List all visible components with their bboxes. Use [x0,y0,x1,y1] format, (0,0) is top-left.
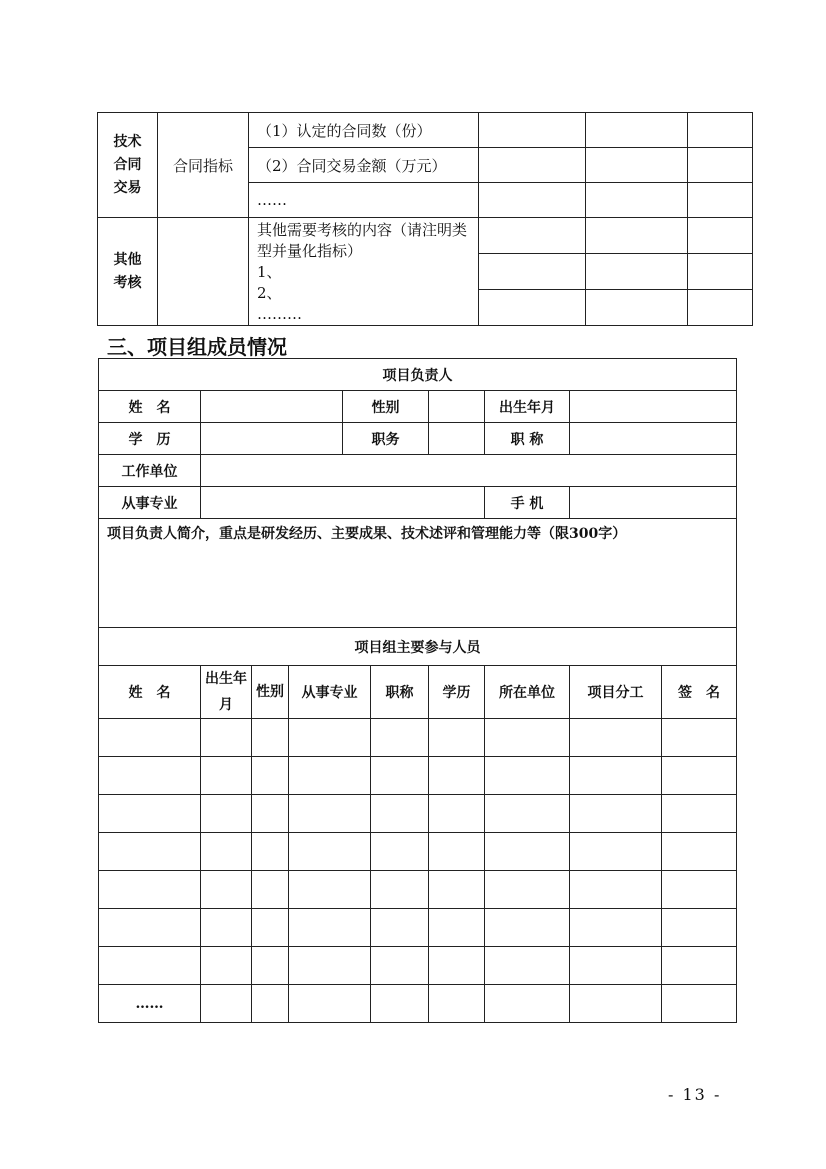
member-cell[interactable] [99,719,201,757]
member-cell[interactable] [662,795,737,833]
member-row [99,909,737,947]
col-major: 从事专业 [289,666,371,719]
project-team-table [98,358,737,1023]
member-row [99,795,737,833]
member-cell[interactable] [485,947,570,985]
member-cell[interactable] [99,795,201,833]
member-cell[interactable] [289,985,371,1023]
member-cell[interactable] [201,757,252,795]
name-input[interactable] [201,391,343,423]
member-cell[interactable] [570,985,662,1023]
member-cell[interactable] [570,795,662,833]
member-cell[interactable] [429,833,485,871]
input-cell[interactable] [479,290,586,326]
other-note: 其他需要考核的内容（请注明类型并量化指标） [257,221,468,260]
members-header: 项目组主要参与人员 [99,628,737,666]
member-cell[interactable] [201,909,252,947]
member-cell[interactable] [429,719,485,757]
member-cell[interactable] [201,795,252,833]
input-cell[interactable] [688,148,753,183]
member-cell[interactable] [570,871,662,909]
member-cell[interactable] [201,833,252,871]
post-input[interactable] [429,423,485,455]
member-cell[interactable] [252,947,289,985]
contract-indicator-label: 合同指标 [158,113,249,218]
major-input[interactable] [201,487,485,519]
member-cell[interactable] [371,795,429,833]
member-cell[interactable] [99,757,201,795]
education-input[interactable] [201,423,343,455]
input-cell[interactable] [479,254,586,290]
col-birth: 出生年月 [201,666,252,719]
member-cell[interactable] [662,909,737,947]
other-assessment-category: 其他 考核 [98,218,158,326]
gender-label: 性别 [343,391,429,423]
tech-contract-category: 技术 合同 交易 [98,113,158,218]
member-cell[interactable] [485,757,570,795]
input-cell[interactable] [586,254,688,290]
member-cell[interactable] [99,947,201,985]
member-cell[interactable] [429,909,485,947]
input-cell[interactable] [479,218,586,254]
leader-intro-label: 项目负责人简介，重点是研发经历、主要成果、技术述评和管理能力等（限300字） [107,526,627,542]
input-cell[interactable] [586,183,688,218]
member-cell[interactable] [252,757,289,795]
leader-header: 项目负责人 [99,359,737,391]
contract-count-label: （1）认定的合同数（份） [249,113,479,148]
member-cell[interactable] [570,909,662,947]
member-cell[interactable] [485,719,570,757]
section-title: 三、项目组成员情况 [107,335,287,359]
col-name: 姓 名 [99,666,201,719]
other-assessment-content[interactable] [249,218,479,326]
post-label: 职务 [343,423,429,455]
other-item-1: 1、 [257,263,282,281]
ellipsis: ……… [257,305,302,323]
member-cell[interactable] [485,795,570,833]
member-cell[interactable] [371,757,429,795]
ellipsis: …… [249,183,479,218]
member-cell[interactable] [289,719,371,757]
name-label: 姓 名 [99,391,201,423]
member-cell[interactable] [662,871,737,909]
member-cell[interactable] [371,909,429,947]
leader-intro-field[interactable] [99,519,737,628]
member-cell[interactable] [570,719,662,757]
member-cell[interactable] [201,719,252,757]
member-cell[interactable] [99,871,201,909]
member-cell[interactable] [289,757,371,795]
input-cell[interactable] [688,218,753,254]
input-cell[interactable] [586,148,688,183]
member-cell[interactable] [252,795,289,833]
member-cell[interactable] [662,833,737,871]
col-org: 所在单位 [485,666,570,719]
title-label: 职 称 [485,423,570,455]
col-gender: 性别 [252,666,289,719]
member-cell[interactable] [429,871,485,909]
member-cell[interactable] [570,947,662,985]
education-label: 学 历 [99,423,201,455]
member-cell[interactable] [289,795,371,833]
member-cell[interactable] [485,871,570,909]
member-cell[interactable] [99,833,201,871]
member-cell[interactable] [252,719,289,757]
other-item-2: 2、 [257,284,282,302]
phone-input[interactable] [570,487,737,519]
member-row [99,871,737,909]
input-cell[interactable] [586,113,688,148]
input-cell[interactable] [688,183,753,218]
member-cell[interactable] [201,871,252,909]
member-cell[interactable] [371,985,429,1023]
col-signature: 签 名 [662,666,737,719]
birth-label: 出生年月 [485,391,570,423]
member-cell[interactable] [485,833,570,871]
member-cell[interactable] [662,719,737,757]
input-cell[interactable] [688,254,753,290]
member-cell[interactable] [485,985,570,1023]
member-cell[interactable] [252,833,289,871]
input-cell[interactable] [158,218,249,326]
member-cell[interactable] [252,871,289,909]
member-cell[interactable] [570,833,662,871]
member-cell[interactable] [99,909,201,947]
member-cell[interactable] [99,985,201,1023]
member-cell[interactable] [429,985,485,1023]
member-row [99,985,737,1023]
member-cell[interactable] [429,757,485,795]
assessment-table [97,112,753,326]
birth-input[interactable] [570,391,737,423]
ellipsis: …… [135,995,164,1012]
input-cell[interactable] [479,183,586,218]
member-cell[interactable] [201,985,252,1023]
input-cell[interactable] [479,148,586,183]
col-title: 职称 [371,666,429,719]
member-cell[interactable] [371,871,429,909]
col-education: 学历 [429,666,485,719]
title-input[interactable] [570,423,737,455]
contract-amount-label: （2）合同交易金额（万元） [249,148,479,183]
member-cell[interactable] [289,947,371,985]
input-cell[interactable] [586,218,688,254]
org-input[interactable] [201,455,737,487]
member-cell[interactable] [201,947,252,985]
member-cell[interactable] [570,757,662,795]
col-role: 项目分工 [570,666,662,719]
member-cell[interactable] [252,985,289,1023]
member-row [99,719,737,757]
input-cell[interactable] [688,290,753,326]
member-cell[interactable] [371,947,429,985]
input-cell[interactable] [479,113,586,148]
input-cell[interactable] [688,113,753,148]
member-cell[interactable] [662,947,737,985]
member-cell[interactable] [662,757,737,795]
major-label: 从事专业 [99,487,201,519]
org-label: 工作单位 [99,455,201,487]
member-row [99,833,737,871]
phone-label: 手 机 [485,487,570,519]
member-cell[interactable] [662,985,737,1023]
member-cell[interactable] [289,833,371,871]
member-cell[interactable] [289,909,371,947]
member-cell[interactable] [429,795,485,833]
member-cell[interactable] [429,947,485,985]
member-cell[interactable] [371,719,429,757]
member-row [99,947,737,985]
member-cell[interactable] [289,871,371,909]
page-number: - 13 - [668,1085,722,1104]
input-cell[interactable] [586,290,688,326]
member-cell[interactable] [252,909,289,947]
member-row [99,757,737,795]
member-cell[interactable] [371,833,429,871]
gender-input[interactable] [429,391,485,423]
member-cell[interactable] [485,909,570,947]
